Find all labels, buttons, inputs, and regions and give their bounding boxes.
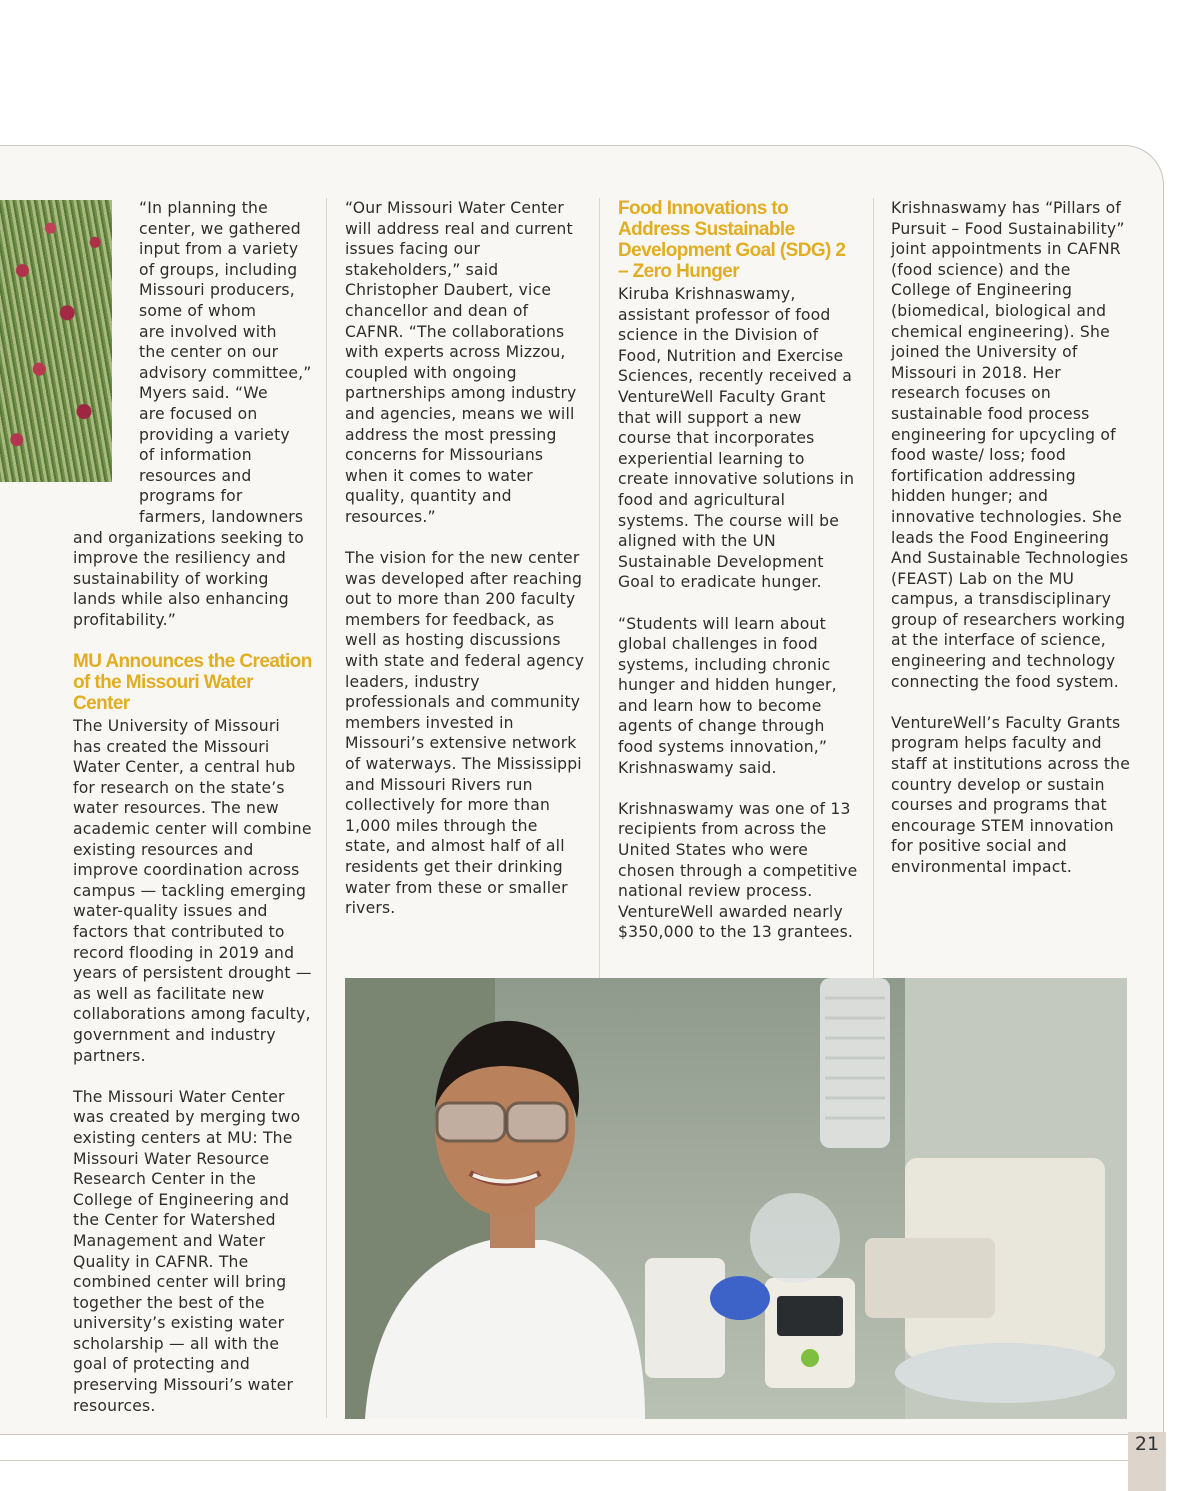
water-center-paragraph-1: The University of Missouri has created the Missouri Water Center, a central hub for research on the state’s water resources. The new academic center will combine existing resources and improve coordination across campus — tackling emerging water-quality issues and factors that contributed to record flooding in 2019 and years of persistent drought — as well as facilitate new collaborations among faculty, government and industry partners. xyxy=(73,717,312,1065)
intro-quote-line: Myers said. “We xyxy=(139,384,268,403)
intro-quote-line: farmers, landowners xyxy=(139,507,304,526)
intro-quote-wrapped xyxy=(73,198,313,528)
column-divider xyxy=(599,198,600,978)
researcher-lab-photo xyxy=(345,978,1127,1419)
center-vision-paragraph: The vision for the new center was developed after reaching out to more than 200 faculty members for feedback, as well as hosting discussions with state and federal agency leaders, industry professionals and community members invested in Missouri’s extensive network of waterways. The Mississippi and Missouri Rivers run collectively for more than 1,000 miles through the state, and almost half of all residents get their drinking water from these or smaller rivers. xyxy=(345,549,585,918)
pillars-paragraph: Krishnaswamy has “Pillars of Pursuit – Food Sustainability” joint appointments in CAFNR (food science) and the College of Engineering (biomedical, biological and chemical engineering). She joined the University of Missouri in 2018. Her research focuses on sustainable food process engineering for upcycling of food waste/ loss; food fortification addressing hidden hunger; and innovative technologies. She leads the Food Engineering And Sustainable Technologies (FEAST) Lab on the MU campus, a transdisciplinary group of researchers working at the interface of science, engineering and technology connecting the food system. xyxy=(891,199,1129,691)
intro-quote-line: of information xyxy=(139,446,252,465)
intro-quote-line: providing a variety xyxy=(139,425,290,444)
intro-quote-line: programs for xyxy=(139,487,243,506)
column-1 xyxy=(73,198,313,1437)
column-4 xyxy=(891,198,1131,898)
column-3 xyxy=(618,198,858,964)
students-quote-paragraph: “Students will learn about global challenges in food systems, including chronic hunger and hidden hunger, and learn how to become agents of change through food systems innovation,” Krishnaswamy said. xyxy=(618,614,837,777)
intro-quote-continued: and organizations seeking to improve the resiliency and sustainability of working lands while also enhancing profitability.” xyxy=(73,528,305,629)
intro-quote-line: the center on our xyxy=(139,343,279,362)
intro-quote-line: are focused on xyxy=(139,404,258,423)
grant-paragraph: Kiruba Krishnaswamy, assistant professor of food science in the Division of Food, Nutrition and Exercise Sciences, recently received a VentureWell Faculty Grant that will support a new course that incorporates experiential learning to create innovative solutions in food and agricultural systems. The course will be aligned with the UN Sustainable Development Goal to eradicate hunger. xyxy=(618,285,855,592)
water-center-heading: MU Announces the Creation of the Missouri Water Center xyxy=(73,651,312,715)
bottom-divider xyxy=(0,1460,1128,1461)
water-center-paragraph-2: The Missouri Water Center was created by merging two existing centers at MU: The Missouri Water Resource Research Center in the College of Engineering and the Center for Watershed Management and Water Quality in CAFNR. The combined center will bring together the best of the university’s existing water scholarship — all with the goal of protecting and preserving Missouri’s water resources. xyxy=(73,1087,301,1415)
intro-quote-line: resources and xyxy=(139,466,252,485)
lab-scene-illustration xyxy=(345,978,1127,1419)
intro-quote-line: center, we gathered xyxy=(139,219,301,238)
food-innovations-heading: Food Innovations to Address Sustainable Development Goal (SDG) 2 – Zero Hunger xyxy=(618,198,846,282)
intro-quote-line: are involved with xyxy=(139,322,277,341)
intro-quote-line: advisory committee,” xyxy=(139,363,312,382)
venturewell-program-paragraph: VentureWell’s Faculty Grants program helps faculty and staff at institutions across the country develop or sustain courses and programs that encourage STEM innovation for positive social and environmental impact. xyxy=(891,713,1131,876)
column-divider xyxy=(873,198,874,978)
page-number: 21 xyxy=(1134,1433,1160,1455)
intro-quote-line: “In planning the xyxy=(139,199,268,217)
intro-quote-line: Missouri producers, xyxy=(139,281,295,300)
column-2 xyxy=(345,198,587,939)
intro-quote-line: input from a variety xyxy=(139,240,299,259)
intro-quote-line: of groups, including xyxy=(139,260,298,279)
recipients-paragraph: Krishnaswamy was one of 13 recipients from across the United States who were chosen through a competitive national review process. VentureWell awarded nearly $350,000 to the 13 grantees. xyxy=(618,799,858,942)
intro-quote-line: some of whom xyxy=(139,301,257,320)
column-divider xyxy=(326,198,327,1418)
daubert-quote-paragraph: “Our Missouri Water Center will address real and current issues facing our stakeholders,” said Christopher Daubert, vice chancellor and dean of CAFNR. “The collaborations with experts across Mizzou, coupled with ongoing partnerships among industry and agencies, means we will address the most pressing concerns for Missourians when it comes to water quality, quantity and resources.” xyxy=(345,199,577,526)
